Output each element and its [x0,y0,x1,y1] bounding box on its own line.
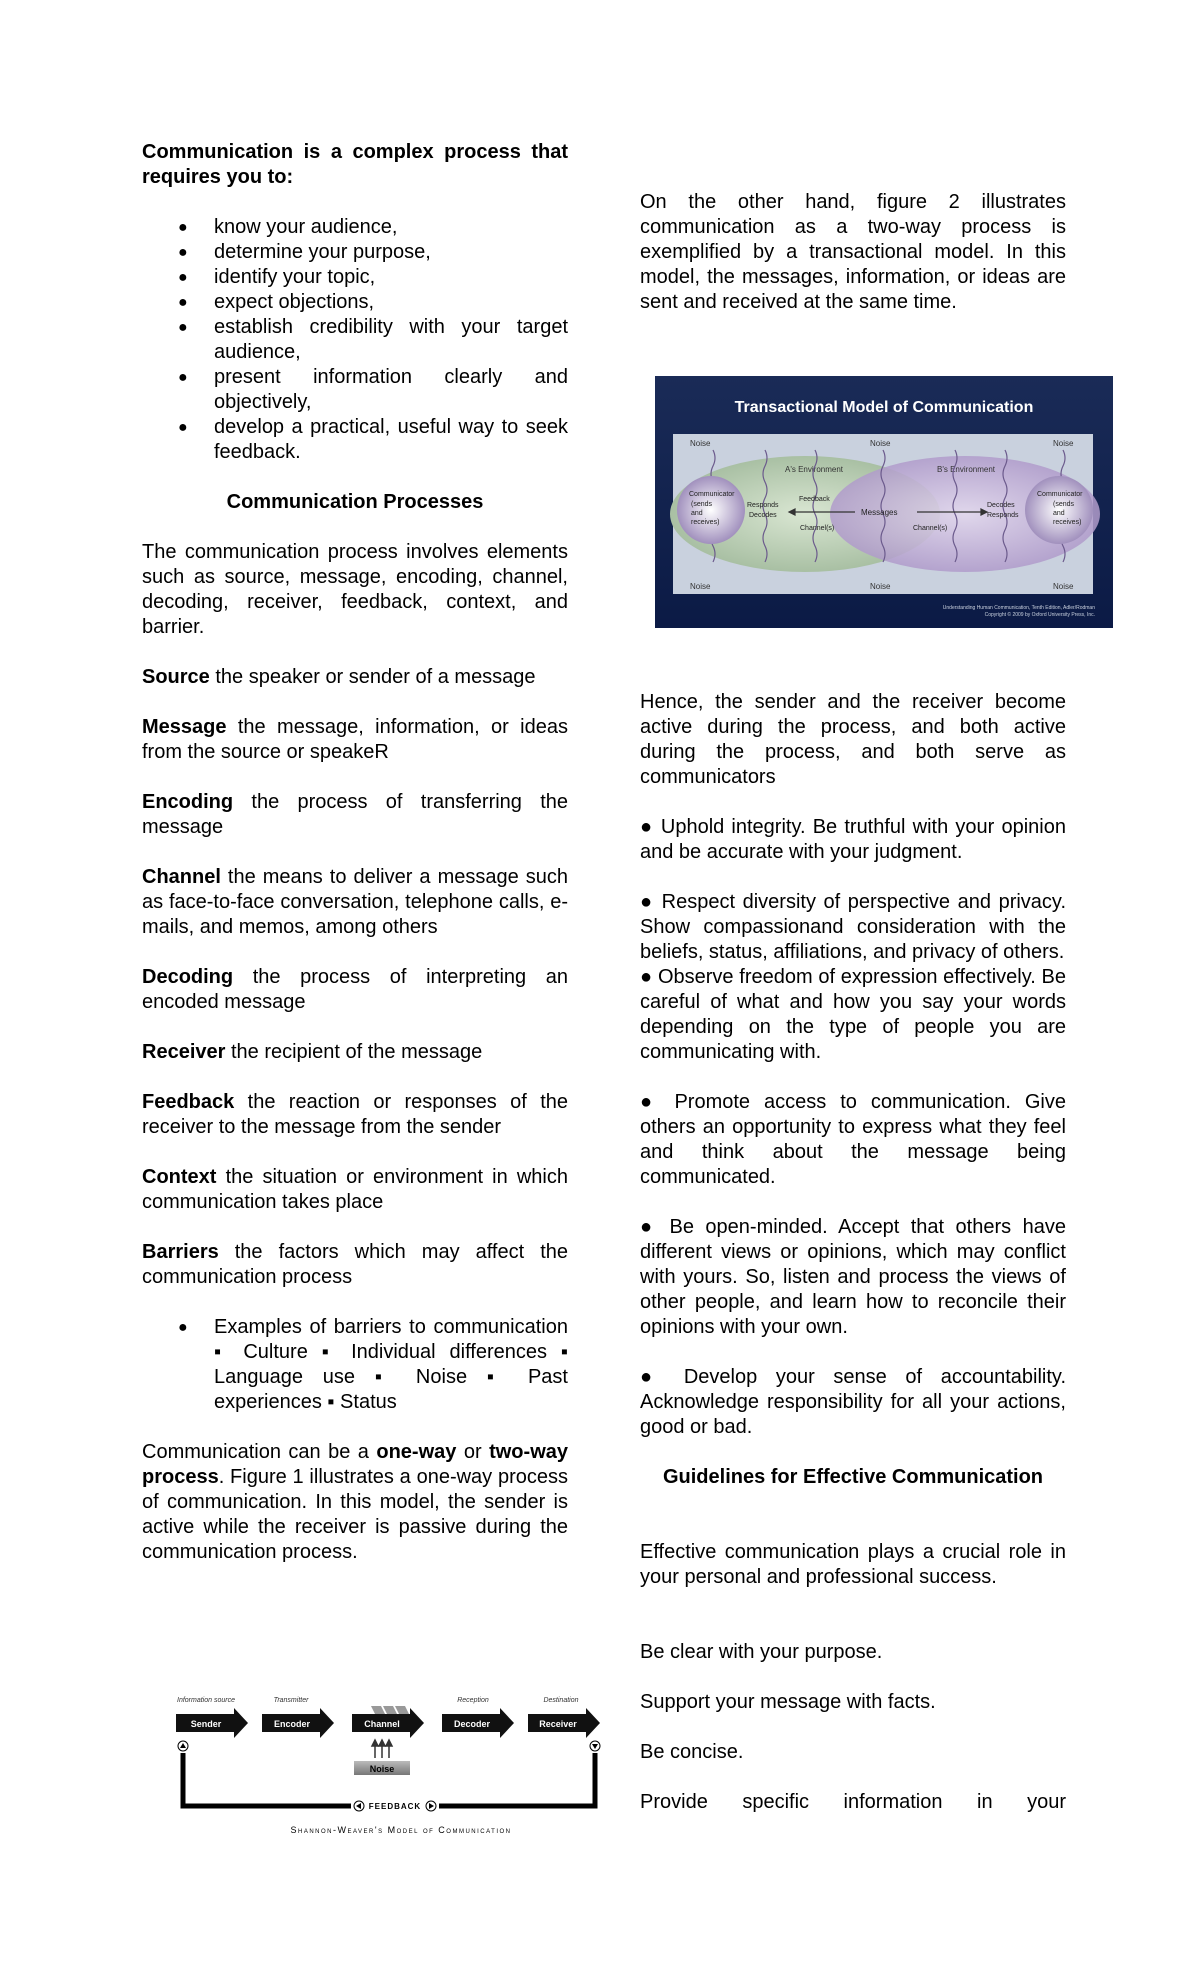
list-item: ● identify your topic, [214,265,568,290]
noise-label-bc: Noise [870,582,891,591]
transactional-title: Transactional Model of Communication [734,399,1034,416]
responds-a: Responds [747,502,779,509]
term-desc: the process of interpreting an encoded message [142,966,568,1013]
intro-heading: Communication is a complex process that requires you to: [142,141,568,188]
transactional-model-diagram [655,376,1113,628]
term-desc: the factors which may affect the communication process [142,1241,568,1288]
communicator-a [677,476,745,544]
term-label: Message [142,716,227,738]
processes-heading: Communication Processes [226,491,484,513]
term-decoding [142,965,568,1015]
communicator-b-label: Communicator [1037,491,1083,498]
term-label: Receiver [142,1041,226,1063]
bold-run: one-way [376,1441,457,1463]
guideline-freedom: ● Observe freedom of expression effectively. Be careful of what and how you say your words depending on the type of people you are communicating with. [640,966,1066,1063]
tip-item: Support your message with facts. [640,1691,936,1713]
noise-label-bl: Noise [690,582,711,591]
oneway-paragraph [142,1440,568,1565]
term-label: Feedback [142,1091,235,1113]
communicator-a-label: Communicator [689,491,735,498]
term-label: Barriers [142,1241,219,1263]
list-item: ● know your audience, [214,215,568,240]
term-desc: the message, information, or ideas from the source or speakeR [142,716,568,763]
term-desc: the situation or environment in which communication takes place [142,1166,568,1213]
right-column [640,140,1066,315]
shannon-caption: Shannon-Weaver's Model of Communication [290,1825,512,1835]
term-message [142,715,568,765]
term-label: Encoding [142,791,234,813]
shannon-weaver-diagram [176,1688,626,1858]
caption-source: Information source [177,1697,235,1704]
tip-item: Be concise. [640,1741,744,1763]
text-run: Communication can be a [142,1441,377,1463]
shannon-weaver-figure [176,1688,626,1858]
caption-destination: Destination [543,1697,579,1704]
communicator-b-line: receives) [1053,519,1082,526]
channels-label-a: Channel(s) [800,525,835,532]
term-desc: the recipient of the message [225,1041,483,1063]
stage-sender: Sender [190,1719,222,1729]
stage-channel: Channel [364,1719,400,1729]
noise-label-br: Noise [1053,582,1074,591]
term-feedback [142,1090,568,1140]
credit-line: Understanding Human Communication, Tenth Edition, Adler/Rodman [942,605,1095,611]
hence-paragraph: Hence, the sender and the receiver become active during the process, and both active during the process, and both serve as communicators [640,691,1066,788]
noise-arrows-icon [372,1740,392,1758]
channels-label-b: Channel(s) [913,525,948,532]
decodes-b: Decodes [987,502,1015,509]
tip-item: Be clear with your purpose. [640,1641,883,1663]
guideline-diversity: ● Respect diversity of perspective and privacy. Show compassionand consideration with the beliefs, status, affiliations, and privacy of others. [640,891,1066,963]
requirements-list [142,215,568,465]
list-item: ● present information clearly and objectively, [214,365,568,415]
list-item: ● establish credibility with your target audience, [214,315,568,365]
term-desc: the means to deliver a message such as face-to-face conversation, telephone calls, e-mails, and memos, among others [142,866,568,938]
term-desc: the speaker or sender of a message [209,666,536,688]
list-item: ● develop a practical, useful way to seek feedback. [214,415,568,465]
noise-label-tc: Noise [870,439,891,448]
right-column-lower [640,690,1066,1815]
feedback-loop-line [183,1753,595,1806]
list-item: ● Examples of barriers to communication ▪ Culture ▪ Individual differences ▪ Language use ▪ Noise ▪ Past experiences ▪ Status [214,1315,568,1415]
b-environment-label: B's Environment [937,465,995,474]
stage-decoder: Decoder [453,1719,491,1729]
effective-heading: Guidelines for Effective Communication [662,1466,1044,1488]
noise-label-tr: Noise [1053,439,1074,448]
communicator-a-line: receives) [691,519,720,526]
stage-receiver: Receiver [539,1719,577,1729]
bold-run: two-way process [142,1441,568,1488]
term-desc: the reaction or responses of the receiver to the message from the sender [142,1091,568,1138]
text-run: . Figure 1 illustrates a one-way process of communication. In this model, the sender is active while the receiver is passive during the communication process. [142,1466,568,1563]
term-barriers [142,1240,568,1290]
term-receiver [142,1040,568,1065]
processes-intro: The communication process involves elements such as source, message, encoding, channel, decoding, receiver, feedback, context, and barrier. [142,541,568,638]
term-label: Source [142,666,210,688]
responds-b: Responds [987,512,1019,519]
a-environment-label: A's Environment [785,465,843,474]
feedback-label: Feedback [799,496,830,503]
tip-item: Provide specific information in your [640,1791,1066,1813]
communicator-a-line: and [691,510,703,517]
term-source [142,665,568,690]
feedback-label: FEEDBACK [368,1802,422,1811]
text-run: or [456,1441,490,1463]
caption-reception: Reception [457,1697,489,1704]
communicator-b-line: and [1053,510,1065,517]
list-item: ● determine your purpose, [214,240,568,265]
messages-label: Messages [861,508,898,517]
guideline-open-minded: ● Be open-minded. Accept that others have different views or opinions, which may conflict with yours. So, listen and process the views of other people, and learn how to reconcile their opinions with your own. [640,1216,1066,1338]
term-label: Decoding [142,966,234,988]
term-channel [142,865,568,940]
communicator-b-line: (sends [1053,501,1075,508]
caption-transmitter: Transmitter [273,1697,309,1704]
left-column [142,140,568,1565]
term-encoding [142,790,568,840]
guideline-integrity: ● Uphold integrity. Be truthful with your opinion and be accurate with your judgment. [640,816,1066,863]
term-context [142,1165,568,1215]
effective-intro: Effective communication plays a crucial role in your personal and professional success. [640,1541,1066,1588]
noise-label-tl: Noise [690,439,711,448]
communicator-a-line: (sends [691,501,713,508]
noise-label: Noise [369,1764,395,1774]
term-label: Context [142,1166,217,1188]
guideline-access: ● Promote access to communication. Give others an opportunity to express what they feel and think about the message being communicated. [640,1091,1066,1188]
transactional-model-figure [655,376,1113,628]
guideline-accountability: ● Develop your sense of accountability. Acknowledge responsibility for all your actions, good or bad. [640,1366,1066,1438]
decodes-a: Decodes [749,512,777,519]
term-desc: the process of transferring the message [142,791,568,838]
barrier-examples-list [142,1315,568,1415]
credit-line: Copyright © 2009 by Oxford University Press, Inc. [984,612,1095,618]
stage-encoder: Encoder [273,1719,311,1729]
list-item: ● expect objections, [214,290,568,315]
term-label: Channel [142,866,221,888]
twoway-paragraph: On the other hand, figure 2 illustrates communication as a two-way process is exemplified by a transactional model. In this model, the messages, information, or ideas are sent and received at the same time. [640,191,1066,313]
